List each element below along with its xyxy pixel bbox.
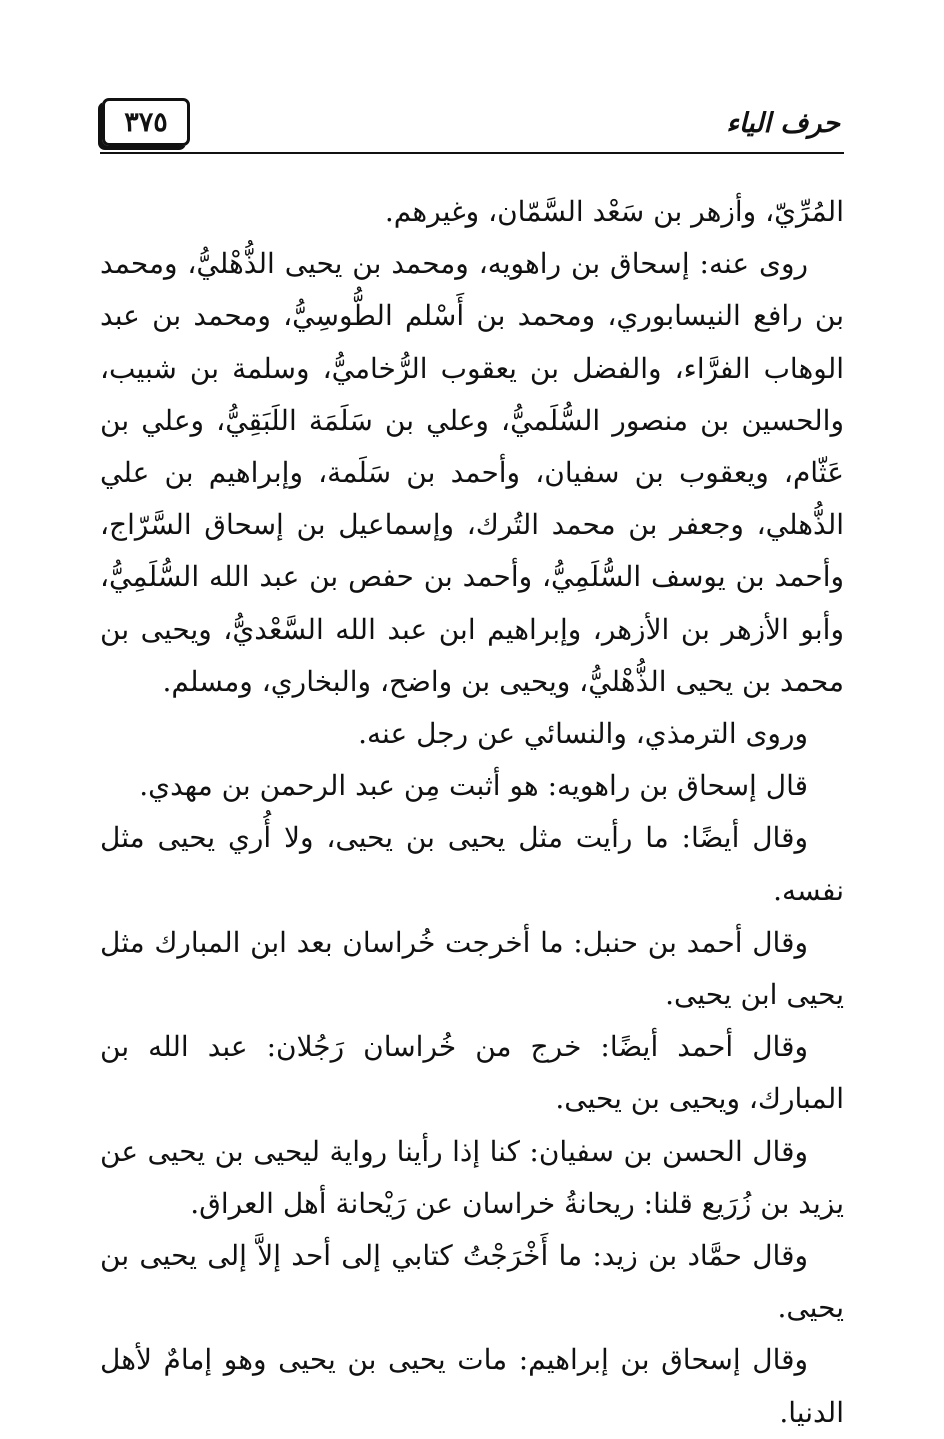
paragraph: قال إسحاق بن راهويه: هو أثبت مِن عبد الرحمن بن مهدي. — [139, 769, 808, 803]
running-head: حرف الياء — [726, 108, 840, 139]
paragraph: وقال حمَّاد بن زيد: ما أَخْرَجْتُ كتابي إلى أحد إلاَّ إلى يحيى بن يحيى. — [100, 1239, 844, 1325]
paragraph: وروى الترمذي، والنسائي عن رجل عنه. — [358, 717, 808, 751]
header-rule — [100, 152, 844, 154]
paragraph: المُرِّيّ، وأزهر بن سَعْد السَّمّان، وغيرهم. — [384, 195, 844, 228]
page-header — [100, 98, 844, 156]
body-text — [100, 186, 844, 1439]
paragraph: وقال أحمد أيضًا: خرج من خُراسان رَجُلان: عبد الله بن المبارك، ويحيى بن يحيى. — [100, 1030, 844, 1116]
paragraph: وقال إسحاق بن إبراهيم: مات يحيى بن يحيى وهو إمامٌ لأهل الدنيا. — [100, 1343, 844, 1429]
paragraph: وقال أحمد بن حنبل: ما أخرجت خُراسان بعد ابن المبارك مثل يحيى ابن يحيى. — [100, 925, 844, 1012]
paragraph: وقال الحسن بن سفيان: كنا إذا رأينا رواية ليحيى بن يحيى عن يزيد بن زُرَيع قلنا: ريحانةُ خراسان عن رَيْحانة أهل العراق. — [100, 1134, 844, 1220]
paragraph: وقال أيضًا: ما رأيت مثل يحيى بن يحيى، ولا أُري يحيى مثل نفسه. — [100, 821, 844, 907]
paragraph: روى عنه: إسحاق بن راهويه، ومحمد بن يحيى الذُّهْليُّ، ومحمد بن رافع النيسابوري، ومحمد بن أَسْلم الطُّوسِيُّ، ومحمد بن عبد الوهاب الفرَّاء، والفضل بن يعقوب الرُّخاميُّ، وسلمة بن شبيب، والحسين بن منصور السُّلَميُّ، وعلي بن سَلَمَة اللَبَقِيُّ، وعلي بن عَثّام، ويعقوب بن سفيان، وأحمد بن سَلَمة، وإبراهيم بن علي الذُّهلي، وجعفر بن محمد التُرك، وإسماعيل بن إسحاق السَّرّاج، وأحمد بن يوسف السُّلَمِيُّ، وأحمد بن حفص بن عبد الله السُّلَمِيُّ، وأبو الأزهر بن الأزهر، وإبراهيم ابن عبد الله السَّعْديُّ، ويحيى بن محمد بن يحيى الذُّهْليُّ، ويحيى بن واضح، والبخاري، ومسلم. — [100, 247, 844, 698]
page-number: ٣٧٥ — [102, 98, 190, 146]
